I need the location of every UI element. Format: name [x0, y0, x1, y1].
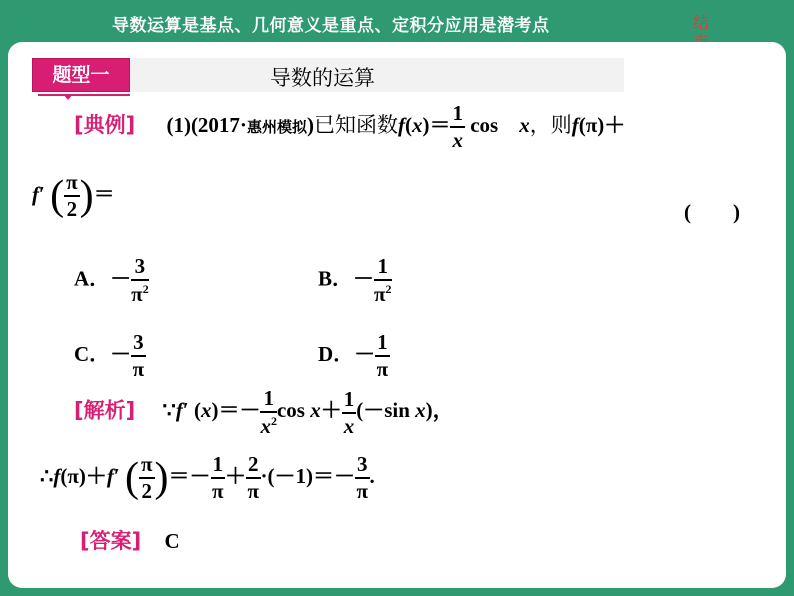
analysis-fraction-5: $\frac{3}{\pi}$ — [356, 452, 369, 503]
example-line-1: [典例] (1)(2017·惠州模拟)已知函数f(x)＝ $\frac{1}{x}$ cos x，则f(π)＋ — [74, 101, 626, 152]
section-tag: 题型一 — [32, 58, 130, 92]
section-bar — [130, 58, 624, 92]
analysis-fraction-pi-2: $\frac{\pi}{2}$ — [141, 452, 153, 503]
example-number: (1)(2017· — [166, 112, 247, 137]
option-b[interactable]: B．－ $\frac{1}{\pi^2}$ — [318, 254, 392, 306]
option-a-label: A． — [74, 266, 111, 291]
answer-label: [答案] — [80, 529, 142, 553]
section-title: 导数的运算 — [270, 66, 375, 90]
option-d-fraction: $\frac{1}{\pi}$ — [376, 330, 389, 381]
option-c-fraction: $\frac{3}{\pi}$ — [132, 330, 145, 381]
option-b-fraction: $\frac{1}{\pi^2}$ — [374, 254, 392, 306]
fraction-1-over-x: $\frac{1}{x}$ — [452, 101, 463, 152]
option-b-label: B． — [318, 266, 354, 291]
option-a[interactable]: A．－ $\frac{3}{\pi^2}$ — [74, 254, 149, 306]
analysis-fraction-1: $\frac{1}{x^2}$ — [260, 386, 277, 438]
end-button[interactable]: 结 — [692, 13, 709, 32]
analysis-fraction-4: $\frac{2}{\pi}$ — [247, 452, 260, 503]
analysis-fraction-3: $\frac{1}{\pi}$ — [212, 452, 224, 503]
analysis-line-1: [解析] ∵f′ (x)＝－ $\frac{1}{x^2}$ cos x＋ $\frac{1}{x}$ (－sin x)， — [74, 386, 454, 438]
option-c[interactable]: C．－ $\frac{3}{\pi}$ — [74, 330, 145, 381]
answer-value: C — [164, 529, 180, 553]
example-then: ，则 — [529, 112, 572, 137]
option-c-label: C． — [74, 341, 111, 366]
example-source-close: ) — [306, 112, 314, 137]
answer-line — [80, 525, 180, 555]
answer-blank: ( ) — [684, 200, 740, 224]
tag-notch — [63, 94, 73, 100]
analysis-fraction-2: $\frac{1}{x}$ — [343, 386, 355, 438]
example-label: [典例] — [74, 112, 136, 137]
top-banner — [0, 0, 794, 42]
slide-header-title: 导数运算是基点、几何意义是重点、定积分应用是潜考点 — [112, 16, 550, 36]
option-d-label: D． — [318, 341, 355, 366]
analysis-label: [解析] — [74, 398, 136, 423]
analysis-line-2: ∴f(π)＋f′ ( $\frac{\pi}{2}$ )＝－ $\frac{1}{\pi}$ ＋ $\frac{2}{\pi}$ ·(－1)＝－ $\frac{3}{\pi}$ . — [40, 452, 375, 503]
option-d[interactable]: D．－ $\frac{1}{\pi}$ — [318, 330, 389, 381]
example-stem: 已知函数 — [313, 112, 398, 137]
fraction-pi-over-2: $\frac{\pi}{2}$ — [66, 170, 78, 221]
example-line-2: f′ ( $\frac{\pi}{2}$ )＝ — [32, 170, 115, 221]
option-a-fraction: $\frac{3}{\pi^2}$ — [131, 254, 149, 306]
example-source: 惠州模拟 — [246, 117, 307, 136]
tag-underline — [38, 94, 130, 96]
